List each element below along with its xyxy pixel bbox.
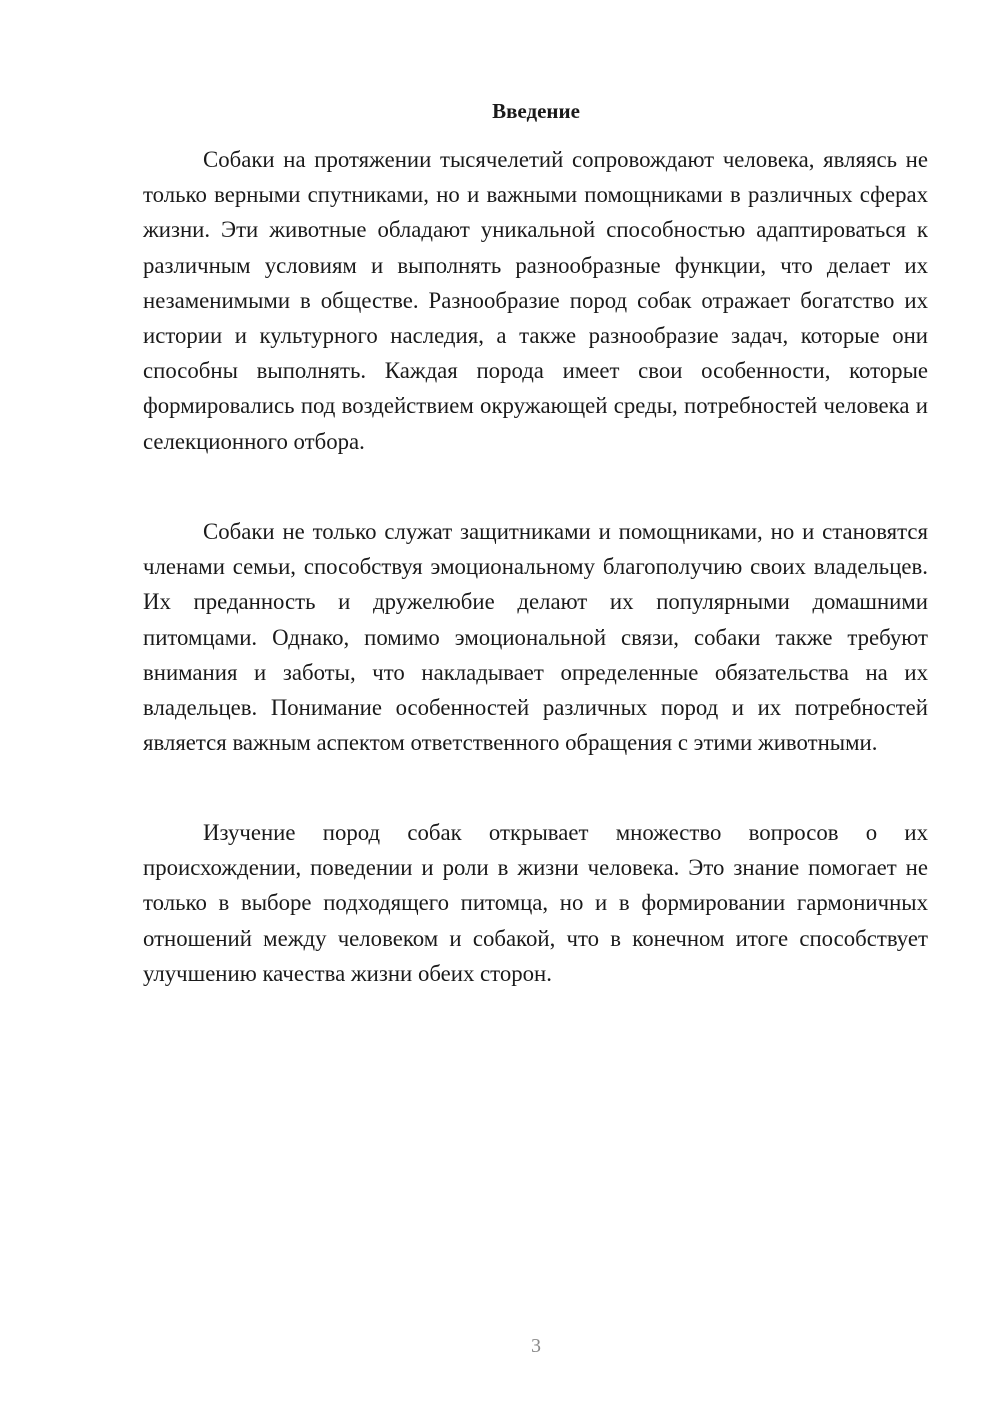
page-title: Введение <box>492 99 580 123</box>
paragraph-3: Изучение пород собак открывает множество вопросов о их происхождении, поведении и роли в жизни человека. Это знание помогает не только в выборе подходящего питомца, но и в формировании гармоничных отношений между человеком и собакой, что в конечном итоге способствует улучшению качества жизни обеих сторон. <box>143 820 928 986</box>
page-number: 3 <box>531 1335 541 1357</box>
paragraph-1: Собаки на протяжении тысячелетий сопровождают человека, являясь не только верными спутниками, но и важными помощниками в различных сферах жизни. Эти животные обладают уникальной способностью адаптироваться к различным условиям и выполнять разнообразные функции, что делает их незаменимыми в обществе. Разнообразие пород собак отражает богатство их истории и культурного наследия, а также разнообразие задач, которые они способны выполнять. Каждая порода имеет свои особенности, которые формировались под воздействием окружающей среды, потребностей человека и селекционного отбора. <box>143 147 928 454</box>
paragraph-2: Собаки не только служат защитниками и помощниками, но и становятся членами семьи, способствуя эмоциональному благополучию своих владельцев. Их преданность и дружелюбие делают их популярными домашними питомцами. Однако, помимо эмоциональной связи, собаки также требуют внимания и заботы, что накладывает определенные обязательства на их владельцев. Понимание особенностей различных пород и их потребностей является важным аспектом ответственного обращения с этими животными. <box>143 519 928 756</box>
